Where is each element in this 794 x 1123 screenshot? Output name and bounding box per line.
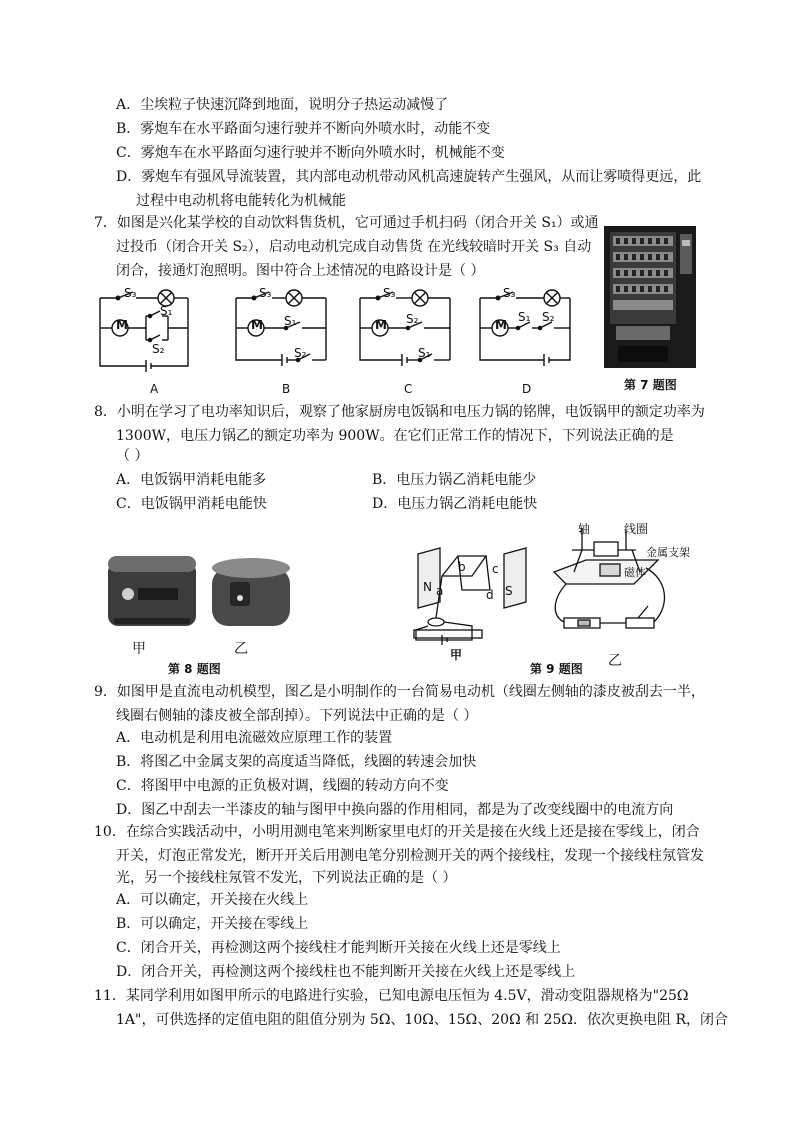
q10-stem-line2: 开关，灯泡正常发光，断开开关后用测电笔分别检测开关的两个接线柱，发现一个接线柱氖管发 <box>116 848 704 864</box>
q6-option-a: A．尘埃粒子快速沉降到地面，说明分子热运动减慢了 <box>116 97 449 113</box>
circuit-d-letter: D <box>522 382 532 396</box>
q10-stem-line3: 光，另一个接线柱氖管不发光，下列说法正确的是（ ） <box>116 870 457 886</box>
q9-label-magnet: 磁体 <box>624 566 646 579</box>
q9-figure-caption: 第 9 题图 <box>530 662 583 676</box>
q9-label-jia: 甲 <box>450 648 463 662</box>
vending-machine-photo <box>604 226 696 368</box>
circuit-b-diagram <box>234 286 334 372</box>
q9-label-coil: 线圈 <box>624 522 649 536</box>
circuit-a-s2-label: S₂ <box>152 342 165 356</box>
q9-option-a: A．电动机是利用电流磁效应原理工作的装置 <box>116 730 393 746</box>
circuit-c-s1-label: S₁ <box>418 346 431 360</box>
circuit-c-diagram <box>358 286 458 372</box>
circuit-a-diagram <box>98 286 198 372</box>
q8-option-d: D．电压力锅乙消耗电能快 <box>372 496 538 512</box>
q9-label-c: c <box>492 562 499 576</box>
circuit-d-s1-label: S₁ <box>518 310 531 324</box>
q11-stem-line1: 11．某同学利用如图甲所示的电路进行实验，已知电源电压恒为 4.5V，滑动变阻器规格为"25Ω <box>94 988 689 1004</box>
circuit-b-motor-label: M <box>251 318 263 332</box>
q9-label-n: N <box>423 580 432 594</box>
q7-stem-line2: 过投币（闭合开关 S₂），启动电动机完成自动售货 在光线较暗时开关 S₃ 自动 <box>116 239 592 255</box>
q11-stem-line2: 1A"，可供选择的定值电阻的阻值分别为 5Ω、10Ω、15Ω、20Ω 和 25Ω．依次更换电阻 R，闭合 <box>116 1012 728 1028</box>
circuit-d-diagram <box>478 286 578 372</box>
q8-stem-line3: （ ） <box>116 448 149 464</box>
circuit-b-s3-label: S₃ <box>259 286 272 300</box>
q7-stem-line3: 闭合，接通灯泡照明。图中符合上述情况的电路设计是（ ） <box>116 263 485 279</box>
q8-option-c: C．电饭锅甲消耗电能快 <box>116 496 267 512</box>
q8-stem-line1: 8．小明在学习了电功率知识后，观察了他家厨房电饭锅和电压力锅的铭牌，电饭锅甲的额定功率为 <box>94 404 705 420</box>
q6-option-b: B．雾炮车在水平路面匀速行驶并不断向外喷水时，动能不变 <box>116 121 491 137</box>
q9-option-b: B．将图乙中金属支架的高度适当降低，线圈的转速会加快 <box>116 754 477 770</box>
q6-option-d-cont: 过程中电动机将电能转化为机械能 <box>136 193 346 209</box>
circuit-a-motor-label: M <box>116 318 128 332</box>
q9-label-b: b <box>458 560 466 574</box>
circuit-b-s2-label: S₂ <box>294 346 307 360</box>
q9-label-axis: 轴 <box>578 522 591 536</box>
q7-stem-line1: 7．如图是兴化某学校的自动饮料售货机，它可通过手机扫码（闭合开关 S₁）或通 <box>94 215 599 231</box>
q8-option-a: A．电饭锅甲消耗电能多 <box>116 472 267 488</box>
circuit-c-s2-label: S₂ <box>406 312 419 326</box>
q9-stem-line1: 9．如图甲是直流电动机模型，图乙是小明制作的一台简易电动机（线圈左侧轴的漆皮被刮去一半， <box>94 684 705 700</box>
q10-option-d: D．闭合开关，再检测这两个接线柱也不能判断开关接在火线上还是零线上 <box>116 964 576 980</box>
q9-label-bracket: 金属支架 <box>646 546 690 559</box>
q9-label-s: S <box>505 584 513 598</box>
q9-label-yi: 乙 <box>608 653 622 669</box>
q9-option-c: C．将图甲中电源的正负极对调，线圈的转动方向不变 <box>116 778 449 794</box>
q7-figure-caption: 第 7 题图 <box>624 378 677 392</box>
circuit-d-s3-label: S₃ <box>503 286 516 300</box>
circuit-a-letter: A <box>150 382 159 396</box>
simple-motor-diagram <box>546 520 676 644</box>
q6-option-c: C．雾炮车在水平路面匀速行驶并不断向外喷水时，机械能不变 <box>116 145 505 161</box>
circuit-d-s2-label: S₂ <box>542 310 555 324</box>
q10-stem-line1: 10．在综合实践活动中，小明用测电笔来判断家里电灯的开关是接在火线上还是接在零线上，闭合 <box>94 824 700 840</box>
q9-stem-line2: 线圈右侧轴的漆皮被全部刮掉）。下列说法中正确的是（ ） <box>116 708 478 724</box>
circuit-c-motor-label: M <box>375 318 387 332</box>
q9-option-d: D．图乙中刮去一半漆皮的轴与图甲中换向器的作用相同，都是为了改变线圈中的电流方向 <box>116 802 674 818</box>
q6-option-d: D．雾炮车有强风导流装置，其内部电动机带动风机高速旋转产生强风，从而让雾喷得更远，此 <box>116 169 702 185</box>
q8-option-b: B．电压力锅乙消耗电能少 <box>372 472 537 488</box>
q8-label-yi: 乙 <box>234 641 248 657</box>
q8-figure-caption: 第 8 题图 <box>168 662 221 676</box>
circuit-b-letter: B <box>282 382 291 396</box>
circuit-d-motor-label: M <box>495 318 507 332</box>
circuit-a-s1-label: S₁ <box>160 304 173 318</box>
q9-label-d: d <box>486 588 494 602</box>
q10-option-c: C．闭合开关，再检测这两个接线柱才能判断开关接在火线上还是零线上 <box>116 940 561 956</box>
dc-motor-model-diagram <box>412 546 540 646</box>
q8-label-jia: 甲 <box>132 641 146 657</box>
circuit-c-s3-label: S₃ <box>383 286 396 300</box>
q9-label-a: a <box>436 584 444 598</box>
circuit-a-s3-label: S₃ <box>124 286 137 300</box>
q10-option-b: B．可以确定，开关接在零线上 <box>116 916 309 932</box>
q10-option-a: A．可以确定，开关接在火线上 <box>116 892 309 908</box>
q8-stem-line2: 1300W，电压力锅乙的额定功率为 900W。在它们正常工作的情况下，下列说法正确的是 <box>116 428 674 444</box>
circuit-c-letter: C <box>404 382 413 396</box>
rice-cooker-photos <box>104 548 296 640</box>
circuit-b-s1-label: S₁ <box>284 314 297 328</box>
